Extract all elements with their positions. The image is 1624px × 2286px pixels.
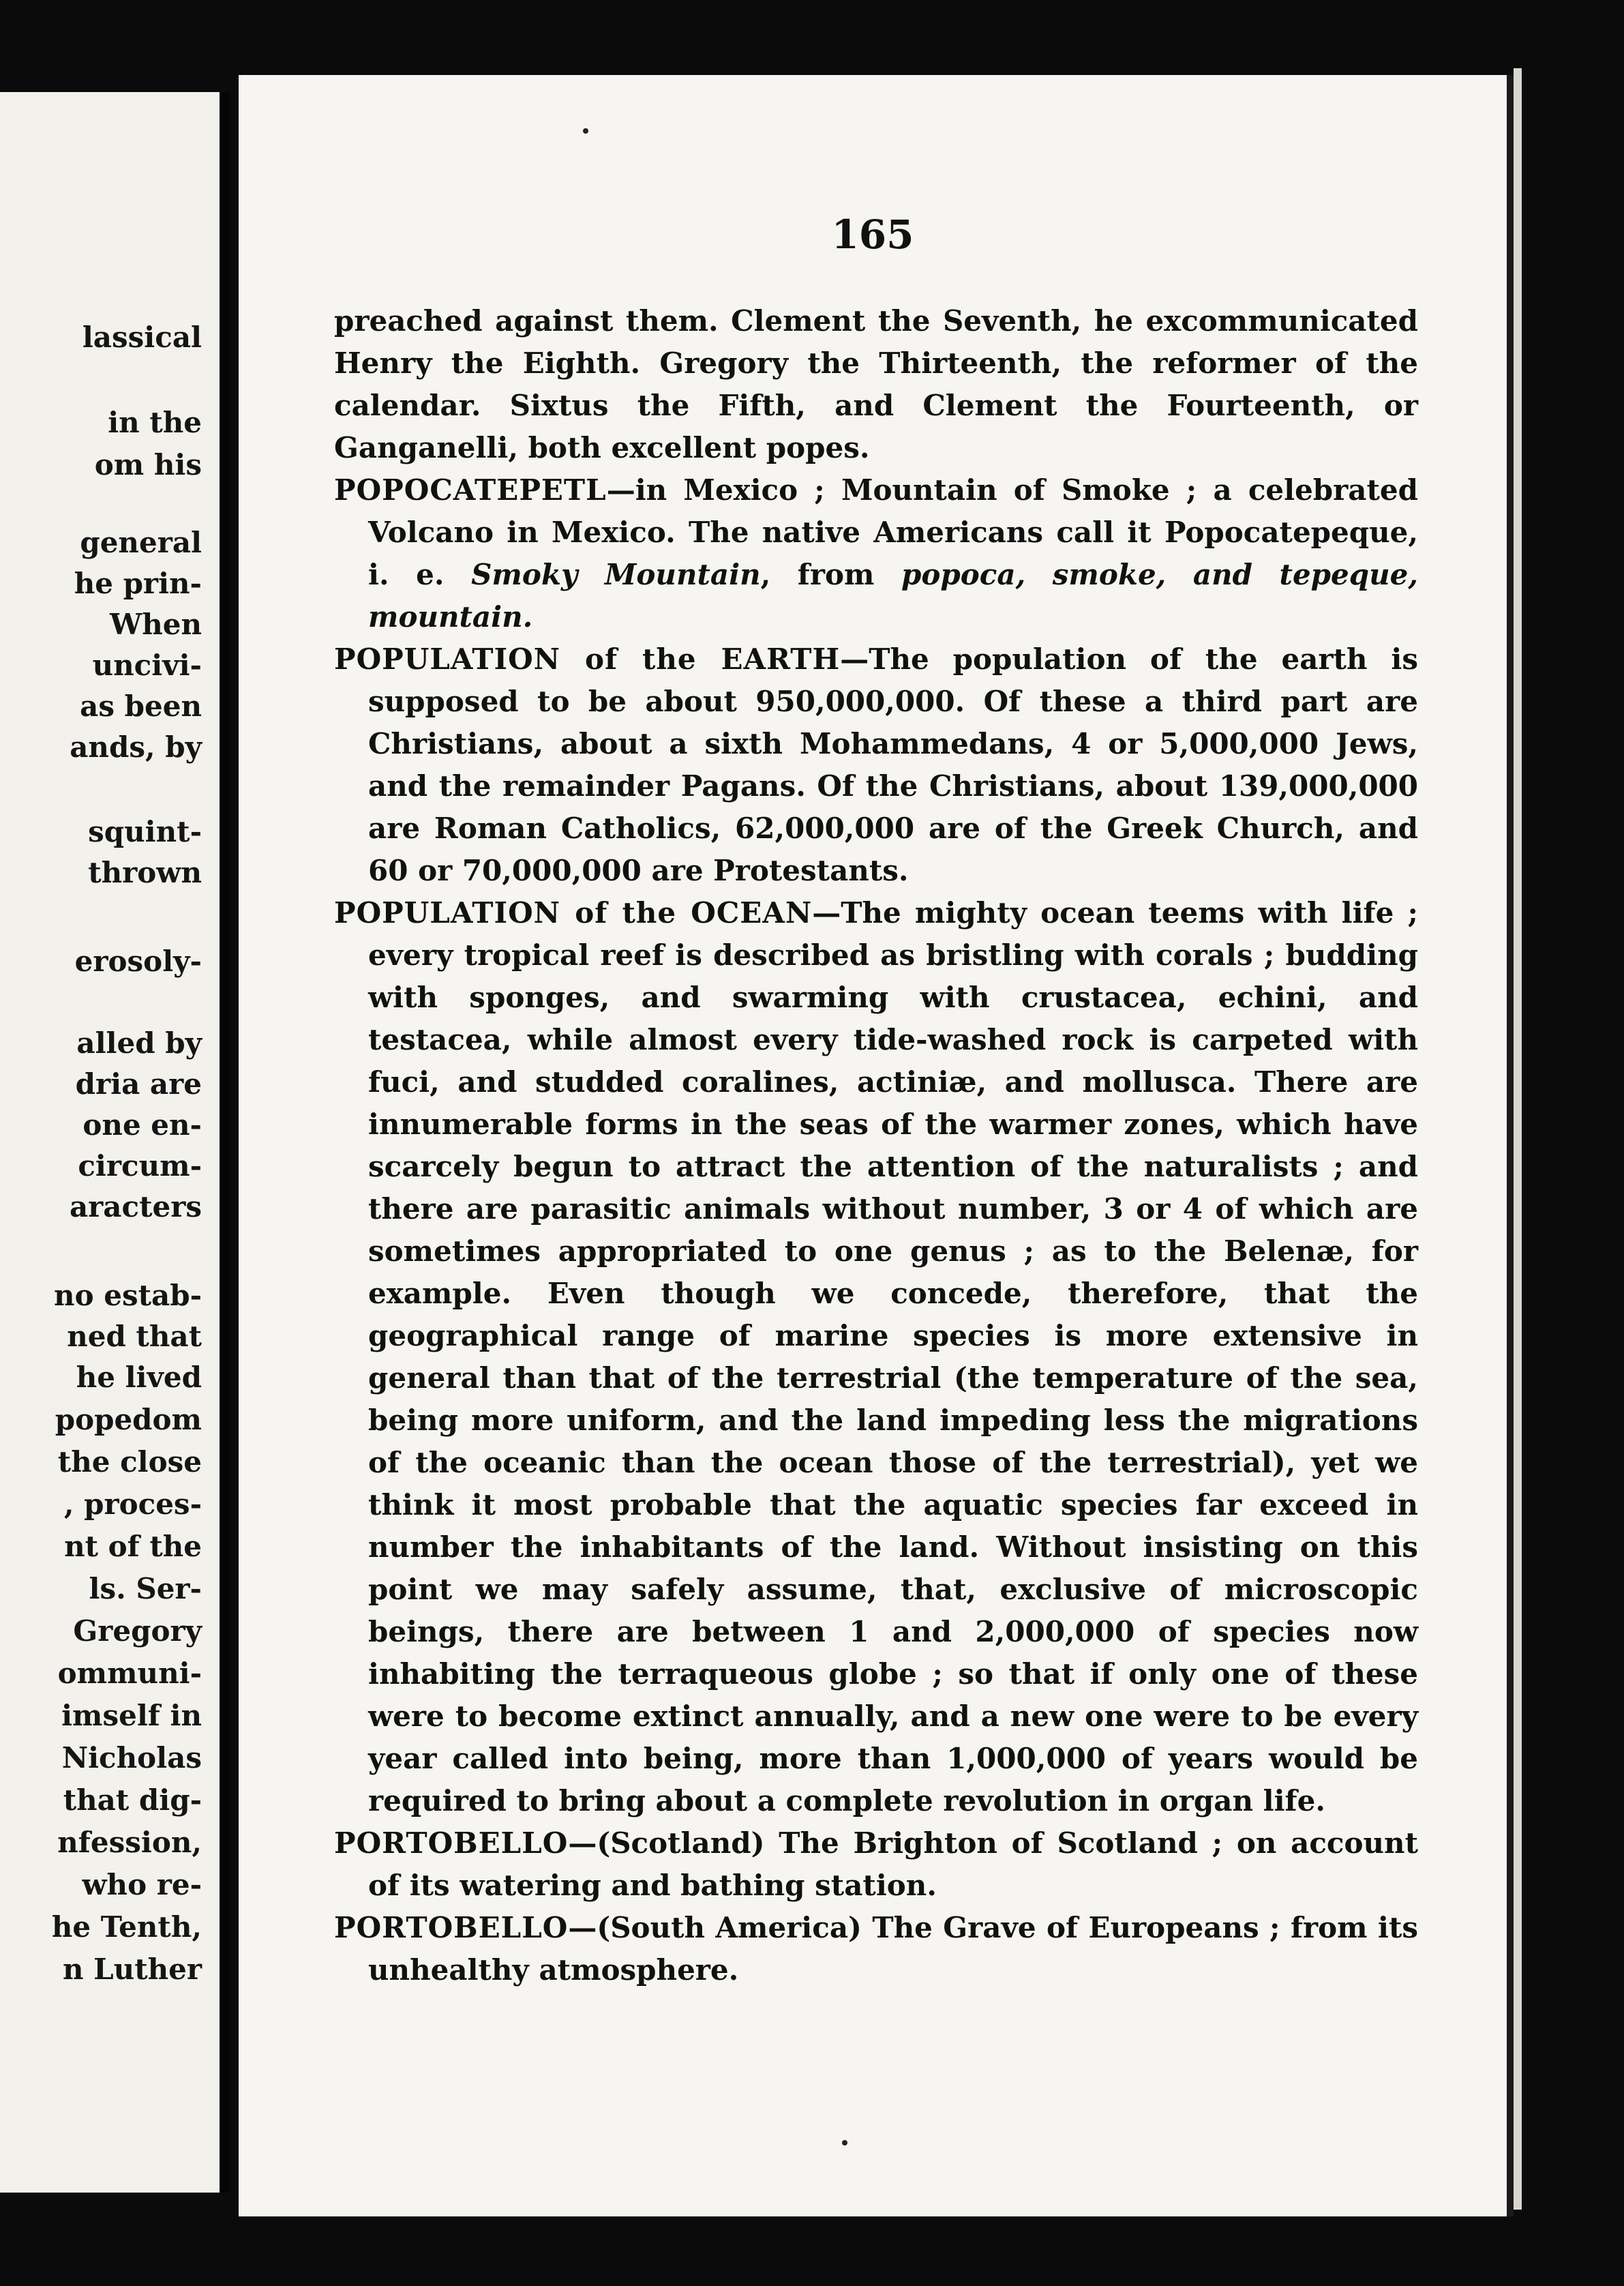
left-fragment: Gregory [73, 1614, 202, 1648]
entry-italic-text: popoca, smoke, and tepeque, mountain. [368, 558, 1419, 634]
speck-mark [583, 128, 588, 134]
entry-headword: POPULATION of the EARTH [334, 642, 841, 676]
left-fragment: erosoly- [74, 945, 202, 978]
left-fragment: general [80, 526, 202, 559]
left-fragment: dria are [75, 1067, 202, 1101]
left-fragment: aracters [69, 1190, 202, 1223]
left-fragment: ands, by [70, 730, 202, 764]
left-fragment: in the [108, 406, 202, 439]
left-fragment: the close [57, 1445, 202, 1479]
left-fragment: popedom [55, 1403, 202, 1436]
left-fragment: he prin- [74, 567, 202, 600]
entry-headword: PORTOBELLO [334, 1911, 569, 1944]
entry-headword: POPULATION of the OCEAN [334, 896, 813, 930]
left-fragment: lassical [82, 321, 202, 354]
left-fragment: uncivi- [92, 649, 202, 682]
left-fragment: ned that [67, 1320, 202, 1353]
left-fragment: thrown [88, 856, 202, 889]
entry-text: —in Mexico ; Mountain of Smoke ; a celebrated Volcano in Mexico. The native Americans call it Popocatepeque, i. e. [368, 473, 1418, 591]
main-page [239, 75, 1514, 2216]
left-fragment: alled by [76, 1026, 202, 1060]
left-fragment: , proces- [63, 1487, 202, 1521]
entry-headword: POPOCATEPETL [334, 473, 607, 507]
entry-headword: PORTOBELLO [334, 1826, 569, 1860]
entry-text: —The mighty ocean teems with life ; every tropical reef is described as bristling with corals ; budding with sponges, and swarming with crustacea, echini, and testacea, while almost every tide-washed rock is carpeted with fuci, and studded coralines, actiniæ, and mollusca. There are innumerable forms in the seas of the warmer zones, which have scarcely begun to attract the attention of the naturalists ; and there are parasitic animals without number, 3 or 4 of which are sometimes appropriated to one genus ; as to the Belenæ, for example. Even though we concede, therefore, that the geographical range of marine species is more extensive in general than that of the terrestrial (the temperature of the sea, being more uniform, and the land impeding less the migrations of the oceanic than the ocean those of the terrestrial), yet we think it most probable that the aquatic species far exceed in number the inhabitants of the land. Without insisting on this point we may safely assume, that, exclusive of microscopic beings, there are between 1 and 2,000,000 of species now inhabiting the terraqueous globe ; so that if only one of these were to become extinct annually, and a new one were to be every year called into being, more than 1,000,000 of years would be required to bring about a complete revolution in organ life. [368, 896, 1418, 1817]
entry-portobello-south-america [334, 1907, 1418, 1991]
entry-population-earth [334, 638, 1418, 892]
entry-popocatepetl [334, 469, 1418, 638]
left-fragment: ommuni- [57, 1657, 202, 1690]
left-fragment: circum- [78, 1149, 202, 1183]
left-fragment: n Luther [62, 1953, 202, 1986]
left-fragment: squint- [88, 815, 202, 848]
left-fragment: he lived [76, 1361, 202, 1394]
page-edge [1514, 68, 1522, 2210]
page-number: 165 [831, 211, 914, 258]
continuation-paragraph: preached against them. Clement the Seventh, he excommunicated Henry the Eighth. Gregory the Thirteenth, the reformer of the calendar. Sixtus the Fifth, and Clement the Fourteenth, or Ganganelli, both excellent popes. [334, 304, 1418, 464]
entry-population-ocean [334, 892, 1418, 1822]
entry-text: —The population of the earth is supposed to be about 950,000,000. Of these a third part are Christians, about a sixth Mohammedans, 4 or 5,000,000 Jews, and the remainder Pagans. Of the Christians, about 139,000,000 are Roman Catholics, 62,000,000 are of the Greek Church, and 60 or 70,000,000 are Protestants. [368, 642, 1418, 887]
left-fragment: he Tenth, [51, 1910, 202, 1944]
left-fragment: one en- [82, 1108, 202, 1142]
left-fragment: as been [80, 689, 202, 723]
entry-text: —(Scotland) The Brighton of Scotland ; on account of its watering and bathing station. [368, 1826, 1418, 1902]
left-fragment: no estab- [54, 1279, 202, 1312]
left-fragment: ls. Ser- [89, 1572, 202, 1605]
speck-mark [842, 2140, 847, 2146]
page-text [334, 300, 1418, 1991]
left-fragment: who re- [82, 1868, 202, 1901]
left-fragment: When [110, 608, 202, 641]
entry-text: , from [760, 558, 902, 591]
entry-text: —(South America) The Grave of Europeans ; from its unhealthy atmosphere. [368, 1911, 1418, 1987]
entry-italic-text: Smoky Mountain [471, 558, 761, 591]
book-gutter [220, 92, 229, 2193]
entry-portobello-scotland [334, 1822, 1418, 1907]
left-fragment: that dig- [63, 1783, 202, 1817]
left-fragment: nfession, [57, 1826, 202, 1859]
left-fragment: imself in [61, 1699, 202, 1732]
left-fragment: Nicholas [61, 1741, 202, 1775]
left-fragment: nt of the [64, 1530, 202, 1563]
left-fragment: om his [94, 448, 202, 481]
left-page-edge [0, 92, 220, 2193]
